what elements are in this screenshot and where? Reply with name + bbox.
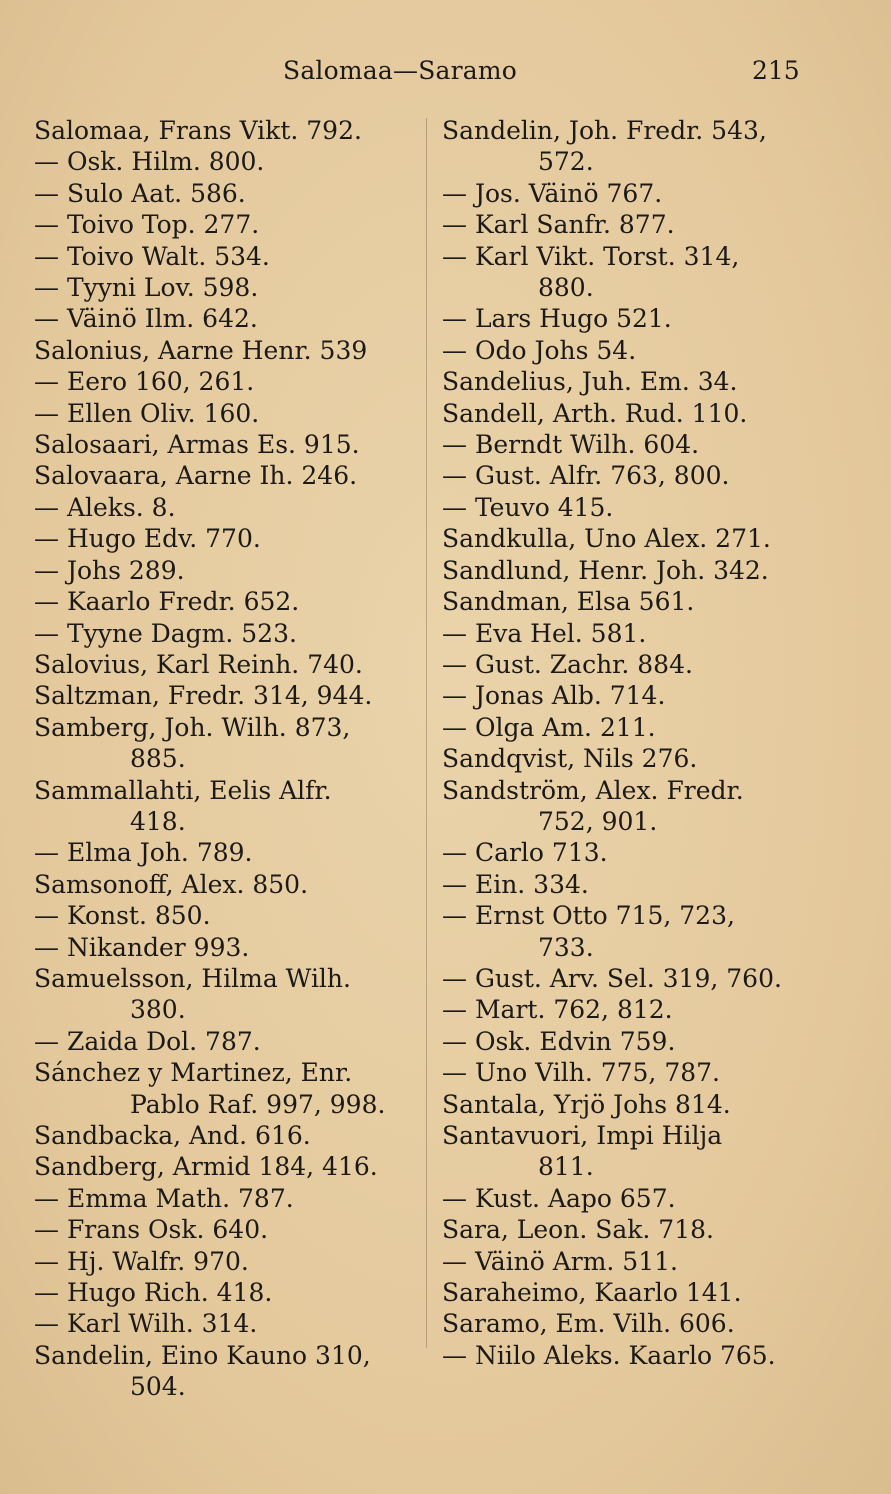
index-entry-continuation: 380. <box>130 995 186 1025</box>
index-entry: — Hj. Walfr. 970. <box>34 1246 249 1276</box>
index-entry-continuation: 733. <box>538 932 594 962</box>
index-entry: Sánchez y Martinez, Enr. <box>34 1058 353 1088</box>
column-divider <box>426 118 427 1348</box>
index-entry-continuation: 752, 901. <box>538 806 658 836</box>
index-entry: Samuelsson, Hilma Wilh. <box>34 963 351 993</box>
index-entry: Saraheimo, Kaarlo 141. <box>442 1278 742 1308</box>
index-entry: Sandman, Elsa 561. <box>442 587 695 617</box>
index-entry-continuation: Pablo Raf. 997, 998. <box>130 1089 386 1119</box>
index-entry: — Elma Joh. 789. <box>34 838 253 868</box>
index-entry: — Frans Osk. 640. <box>34 1215 269 1245</box>
index-entry: Sandström, Alex. Fredr. <box>442 775 744 805</box>
index-entry: Sara, Leon. Sak. 718. <box>442 1215 714 1245</box>
index-entry: Sandbacka, And. 616. <box>34 1121 311 1150</box>
index-entry: Sammallahti, Eelis Alfr. <box>34 775 332 805</box>
index-entry: Saltzman, Fredr. 314, 944. <box>34 681 373 711</box>
index-entry: — Tyyne Dagm. 523. <box>34 618 297 648</box>
index-entry: — Kust. Aapo 657. <box>442 1183 676 1213</box>
index-entry: Salonius, Aarne Henr. 539 <box>34 335 368 365</box>
index-entry: — Hugo Edv. 770. <box>34 524 261 554</box>
index-entry: — Kaarlo Fredr. 652. <box>34 587 300 617</box>
index-entry: Salomaa, Frans Vikt. 792. <box>34 116 362 145</box>
index-entry: Sandberg, Armid 184, 416. <box>34 1152 378 1182</box>
index-entry: — Karl Vikt. Torst. 314, <box>442 241 740 271</box>
index-entry: — Gust. Zachr. 884. <box>442 649 693 679</box>
index-entry: — Konst. 850. <box>34 901 211 931</box>
index-entry: Salovius, Karl Reinh. 740. <box>34 649 363 679</box>
index-entry: Salosaari, Armas Es. 915. <box>34 430 360 460</box>
index-entry: — Ernst Otto 715, 723, <box>442 901 735 931</box>
index-column-right <box>442 115 822 1371</box>
index-entry: — Toivo Walt. 534. <box>34 241 270 271</box>
index-entry: — Lars Hugo 521. <box>442 304 672 334</box>
index-entry: — Eva Hel. 581. <box>442 618 647 648</box>
index-entry: — Sulo Aat. 586. <box>34 178 246 208</box>
index-entry: — Väinö Ilm. 642. <box>34 304 258 334</box>
index-column-left <box>34 115 414 1403</box>
index-entry: — Carlo 713. <box>442 838 608 868</box>
index-entry: — Väinö Arm. 511. <box>442 1246 678 1276</box>
index-entry: Sandell, Arth. Rud. 110. <box>442 398 748 428</box>
index-entry: — Eero 160, 261. <box>34 367 255 397</box>
index-entry: Sandelin, Eino Kauno 310, <box>34 1340 371 1370</box>
index-entry: — Aleks. 8. <box>34 492 176 522</box>
index-entry: — Jos. Väinö 767. <box>442 178 663 208</box>
index-entry: Saramo, Em. Vilh. 606. <box>442 1309 735 1339</box>
index-entry: — Tyyni Lov. 598. <box>34 273 259 303</box>
index-entry-continuation: 811. <box>538 1152 594 1182</box>
index-entry: Samberg, Joh. Wilh. 873, <box>34 712 351 742</box>
index-entry: — Osk. Edvin 759. <box>442 1026 676 1056</box>
page-header <box>0 56 891 96</box>
index-entry: Samsonoff, Alex. 850. <box>34 869 309 899</box>
index-entry-continuation: 880. <box>538 273 594 303</box>
index-entry: Sandkulla, Uno Alex. 271. <box>442 524 771 554</box>
index-entry: Santala, Yrjö Johs 814. <box>442 1089 731 1119</box>
index-entry-continuation: 504. <box>130 1372 186 1402</box>
index-entry: — Toivo Top. 277. <box>34 210 260 240</box>
running-head: Salomaa—Saramo <box>283 56 518 85</box>
index-entry: — Gust. Alfr. 763, 800. <box>442 461 730 491</box>
index-entry: — Ellen Oliv. 160. <box>34 398 260 428</box>
index-entry: — Jonas Alb. 714. <box>442 681 666 711</box>
index-entry: — Ein. 334. <box>442 869 589 899</box>
index-entry: — Johs 289. <box>34 555 185 585</box>
index-entry: — Gust. Arv. Sel. 319, 760. <box>442 963 782 993</box>
index-entry: Sandelius, Juh. Em. 34. <box>442 367 738 397</box>
index-entry: — Berndt Wilh. 604. <box>442 430 700 460</box>
index-entry: Sandqvist, Nils 276. <box>442 744 698 774</box>
index-entry: — Mart. 762, 812. <box>442 995 673 1025</box>
index-entry: — Nikander 993. <box>34 932 250 962</box>
index-entry: Sandelin, Joh. Fredr. 543, <box>442 116 767 145</box>
index-entry: Santavuori, Impi Hilja <box>442 1121 723 1150</box>
index-entry-continuation: 572. <box>538 147 594 177</box>
index-entry: — Uno Vilh. 775, 787. <box>442 1058 720 1088</box>
index-entry: — Emma Math. 787. <box>34 1183 294 1213</box>
index-entry-continuation: 885. <box>130 744 186 774</box>
index-entry: — Zaida Dol. 787. <box>34 1026 261 1056</box>
index-entry: Sandlund, Henr. Joh. 342. <box>442 555 769 585</box>
index-entry: — Teuvo 415. <box>442 492 614 522</box>
index-entry: — Karl Sanfr. 877. <box>442 210 675 240</box>
index-entry: Salovaara, Aarne Ih. 246. <box>34 461 358 491</box>
index-entry: — Hugo Rich. 418. <box>34 1278 273 1308</box>
index-entry: — Olga Am. 211. <box>442 712 656 742</box>
index-entry: — Odo Johs 54. <box>442 335 637 365</box>
page-number: 215 <box>752 56 800 85</box>
index-entry-continuation: 418. <box>130 806 186 836</box>
index-entry: — Karl Wilh. 314. <box>34 1309 258 1339</box>
index-entry: — Osk. Hilm. 800. <box>34 147 265 177</box>
index-entry: — Niilo Aleks. Kaarlo 765. <box>442 1340 776 1370</box>
